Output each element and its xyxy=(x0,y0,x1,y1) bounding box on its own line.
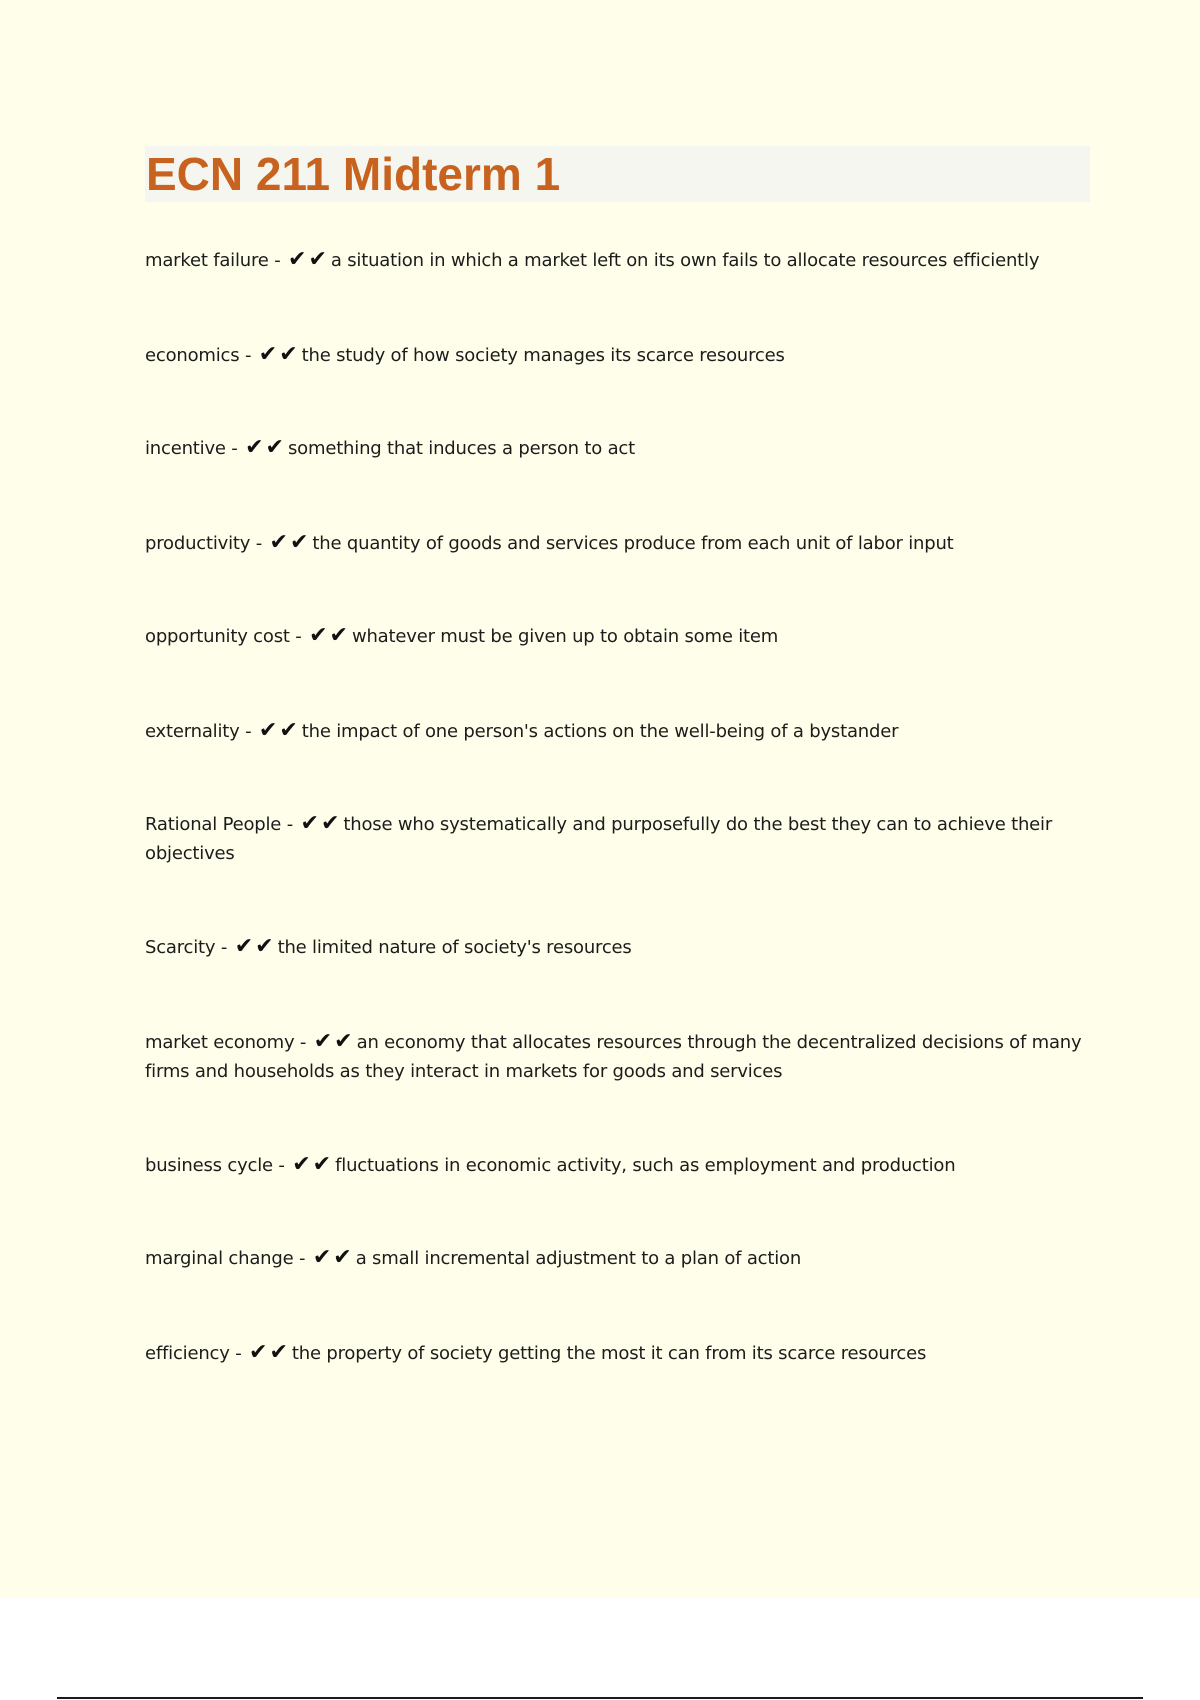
entry-separator: - xyxy=(215,937,233,958)
entry-definition: something that induces a person to act xyxy=(288,438,635,459)
entry-definition: the property of society getting the most it can from its scarce resources xyxy=(291,1343,927,1364)
entry-term: externality xyxy=(145,721,240,742)
entry-marginal-change xyxy=(145,1244,1090,1273)
entry-opportunity-cost xyxy=(145,622,1090,651)
entry-term: Rational People xyxy=(145,814,282,835)
entry-separator: - xyxy=(239,721,257,742)
double-check-icon: ✔✔ xyxy=(249,1340,290,1365)
double-check-icon: ✔✔ xyxy=(234,934,276,959)
entry-separator: - xyxy=(268,250,287,271)
entry-term: incentive xyxy=(145,438,226,459)
entry-definition: fluctuations in economic activity, such as employment and production xyxy=(335,1155,956,1176)
entry-definition: the limited nature of society's resources xyxy=(277,937,632,958)
entry-definition: the impact of one person's actions on the well-being of a bystander xyxy=(301,721,899,742)
entry-term: business cycle xyxy=(145,1155,273,1176)
double-check-icon: ✔✔ xyxy=(313,1029,355,1054)
double-check-icon: ✔✔ xyxy=(245,435,286,460)
entry-term: market failure xyxy=(145,250,269,271)
double-check-icon: ✔✔ xyxy=(258,718,300,743)
entry-definition: a situation in which a market left on its own fails to allocate resources efficiently xyxy=(330,250,1040,271)
entry-separator: - xyxy=(239,345,257,366)
entry-definition: the quantity of goods and services produce from each unit of labor input xyxy=(312,533,954,554)
entry-term: economics xyxy=(145,345,240,366)
entry-separator: - xyxy=(281,814,299,835)
entry-term: efficiency xyxy=(145,1343,230,1364)
entry-productivity xyxy=(145,529,1090,558)
entry-term: marginal change xyxy=(145,1248,294,1269)
entry-rational-people xyxy=(145,810,1090,868)
entry-separator: - xyxy=(229,1343,248,1364)
double-check-icon: ✔✔ xyxy=(292,1152,334,1177)
entry-business-cycle xyxy=(145,1151,1090,1180)
entry-incentive xyxy=(145,434,1090,463)
entry-definition: the study of how society manages its scarce resources xyxy=(301,345,785,366)
entry-term: productivity xyxy=(145,533,251,554)
entry-term: market economy xyxy=(145,1032,295,1053)
document-title: ECN 211 Midterm 1 xyxy=(146,148,561,200)
double-check-icon: ✔✔ xyxy=(312,1245,354,1270)
double-check-icon: ✔✔ xyxy=(309,623,350,648)
entry-definition: whatever must be given up to obtain some item xyxy=(351,626,779,647)
double-check-icon: ✔✔ xyxy=(288,247,329,272)
entry-term: Scarcity xyxy=(145,937,216,958)
entry-efficiency xyxy=(145,1339,1090,1368)
entry-definition: a small incremental adjustment to a plan of action xyxy=(355,1248,802,1269)
entry-separator: - xyxy=(294,1032,312,1053)
footer-divider xyxy=(57,1697,1143,1699)
entry-market-economy xyxy=(145,1028,1090,1086)
double-check-icon: ✔✔ xyxy=(269,530,311,555)
double-check-icon: ✔✔ xyxy=(300,811,342,836)
entry-definition: those who systematically and purposefully do the best they can to achieve their objectives xyxy=(145,814,1053,864)
entry-economics xyxy=(145,341,1090,370)
entry-separator: - xyxy=(293,1248,311,1269)
entry-separator: - xyxy=(225,438,244,459)
entry-externality xyxy=(145,717,1090,746)
entry-separator: - xyxy=(289,626,308,647)
entry-separator: - xyxy=(272,1155,291,1176)
entry-definition: an economy that allocates resources through the decentralized decisions of many firms and households as they interact in markets for goods and services xyxy=(145,1032,1082,1082)
double-check-icon: ✔✔ xyxy=(258,342,300,367)
entry-term: opportunity cost xyxy=(145,626,290,647)
entry-scarcity xyxy=(145,933,1090,962)
entry-separator: - xyxy=(250,533,268,554)
entry-market-failure xyxy=(145,246,1090,275)
